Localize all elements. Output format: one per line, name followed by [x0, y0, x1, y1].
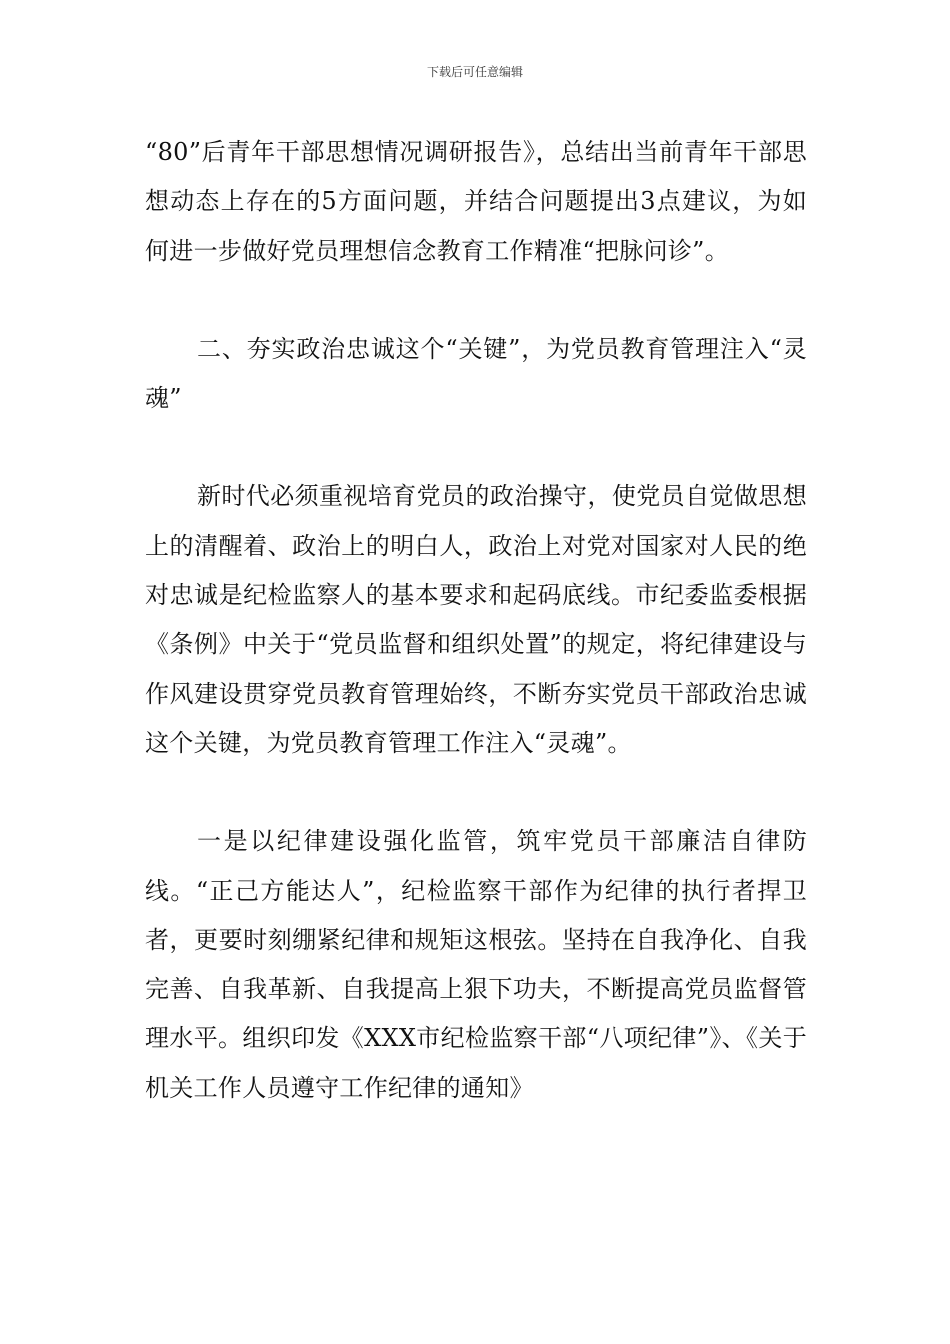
paragraph-gap [145, 423, 807, 472]
paragraph-gap [145, 276, 807, 325]
document-body [145, 128, 807, 1113]
paragraph-body: 新时代必须重视培育党员的政治操守，使党员自觉做思想上的清醒着、政治上的明白人，政治上对党对国家对人民的绝对忠诚是纪检监察人的基本要求和起码底线。市纪委监委根据《条例》中关于“党员监督和组织处置”的规定，将纪律建设与作风建设贯穿党员教育管理始终，不断夯实党员干部政治忠诚这个关键，为党员教育管理工作注入“灵魂”。 [145, 482, 807, 757]
paragraph-body: 一是以纪律建设强化监管，筑牢党员干部廉洁自律防线。“正己方能达人”，纪检监察干部作为纪律的执行者捍卫者，更要时刻绷紧纪律和规矩这根弦。坚持在自我净化、自我完善、自我革新、自我提高上狠下功夫，不断提高党员监督管理水平。组织印发《XXX市纪检监察干部“八项纪律”》、《关于机关工作人员遵守工作纪律的通知》 [145, 827, 807, 1102]
paragraph-gap [145, 768, 807, 817]
paragraph-continuation: “80”后青年干部思想情况调研报告》，总结出当前青年干部思想动态上存在的5方面问题，并结合问题提出3点建议，为如何进一步做好党员理想信念教育工作精准“把脉问诊”。 [145, 138, 807, 265]
section-heading: 二、夯实政治忠诚这个“关键”，为党员教育管理注入“灵魂” [145, 334, 807, 413]
page-header: 下载后可任意编辑 [426, 65, 523, 79]
